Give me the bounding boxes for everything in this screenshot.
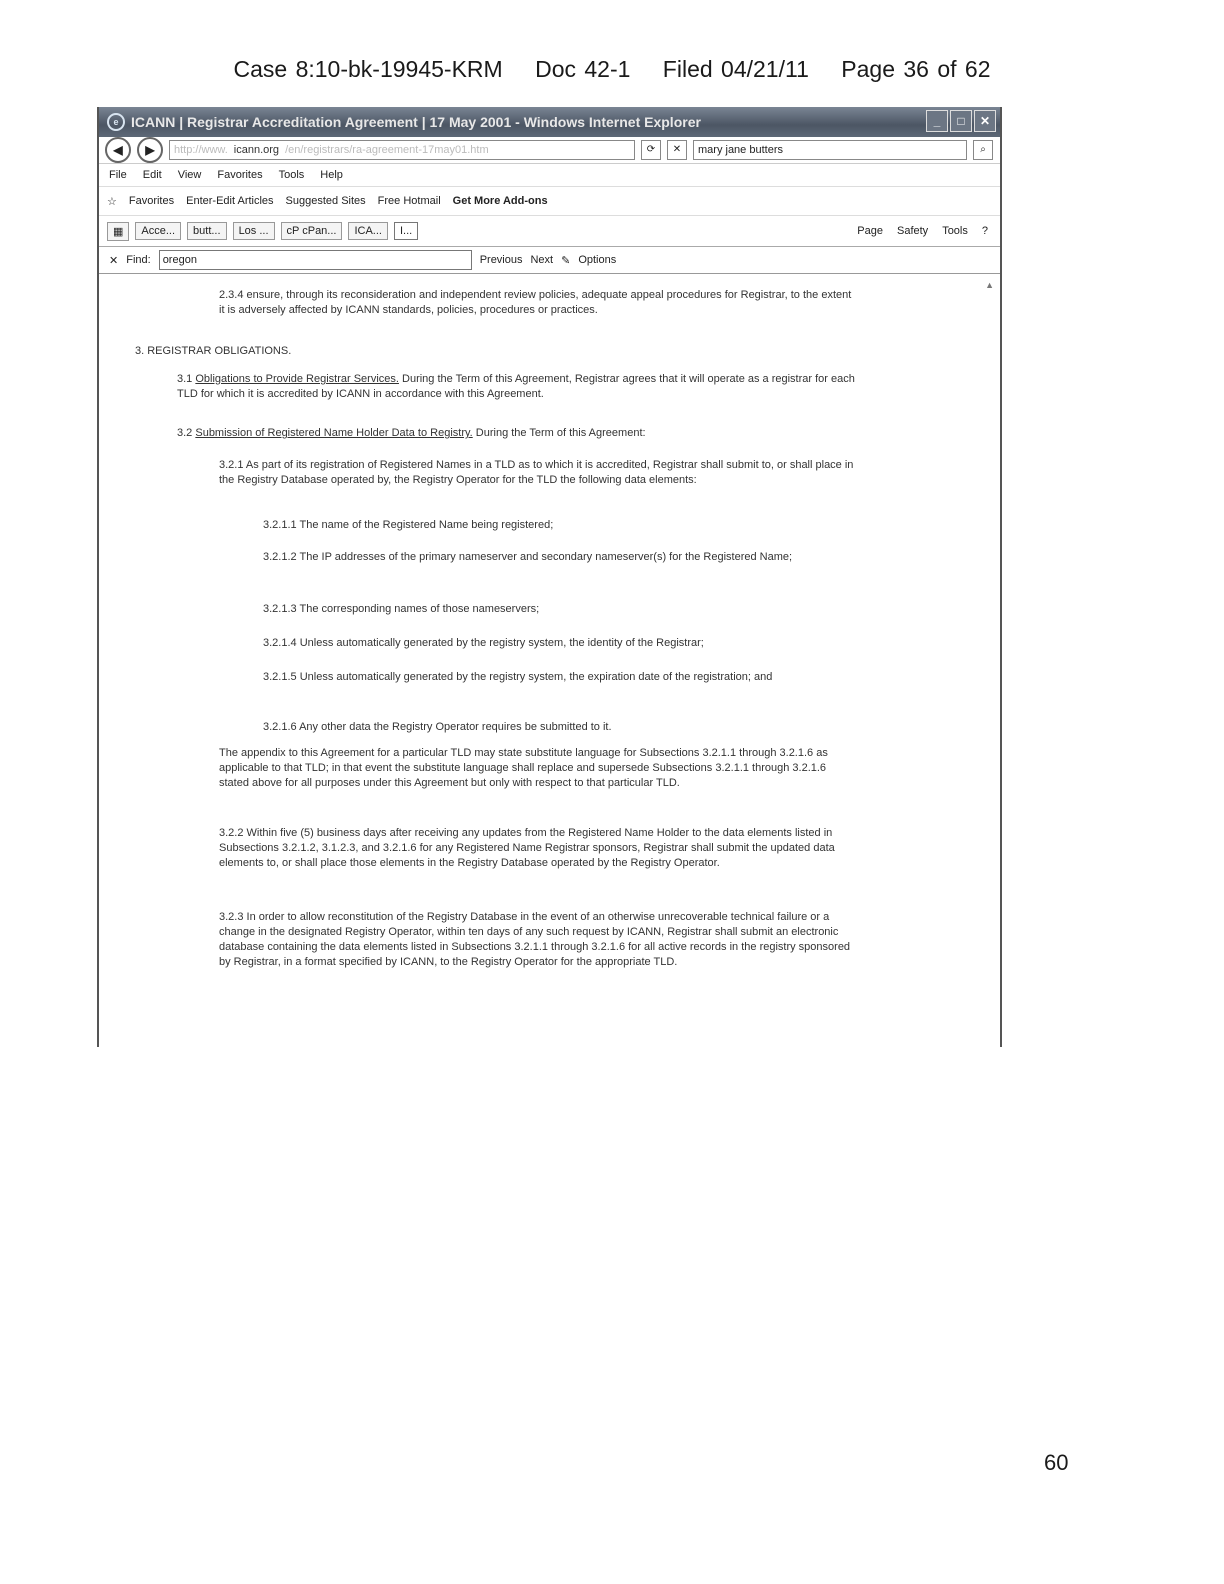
page-number: 60 xyxy=(1044,1450,1069,1475)
page-of: Page 36 of 62 xyxy=(841,56,991,82)
window-title: ICANN | Registrar Accreditation Agreement | 17 May 2001 - Windows Internet Explorer xyxy=(131,114,701,130)
minimize-button[interactable]: _ xyxy=(926,110,948,132)
scroll-up-icon[interactable]: ▲ xyxy=(985,280,994,290)
favorites-star-icon[interactable]: ☆ xyxy=(107,195,117,208)
case-header xyxy=(0,56,1224,83)
tab-active[interactable]: I... xyxy=(394,222,418,240)
para-3-1-num: 3.1 xyxy=(177,373,193,385)
para-3-2-1-6: 3.2.1.6 Any other data the Registry Operator requires be submitted to it. xyxy=(263,721,612,733)
para-3-2-1: 3.2.1 As part of its registration of Registered Names in a TLD as to which it is accredited, Registrar shall submit to, or shall place in the Registry Database operated by, the Registry Operator for the TLD the following data elements: xyxy=(219,459,854,486)
suggested-sites-link[interactable]: Suggested Sites xyxy=(285,195,366,207)
para-3-1 xyxy=(177,372,877,402)
heading-registrar-obligations: 3. REGISTRAR OBLIGATIONS. xyxy=(135,345,292,357)
favorites-button[interactable]: Favorites xyxy=(128,195,175,207)
para-3-2-2: 3.2.2 Within five (5) business days after receiving any updates from the Registered Name Holder to the data elements listed in Subsections 3.2.1.2, 3.1.2.3, and 3.2.1.6 for any Registered Name Registrar sponsors, Registrar shall submit the updated data elements to, or shall place those elements in the Registry Database operated by the Registry Operator. xyxy=(219,827,835,869)
enter-edit-link[interactable]: Enter-Edit Articles xyxy=(186,195,274,207)
addons-link[interactable]: Get More Add-ons xyxy=(452,195,548,207)
close-find-icon[interactable]: ✕ xyxy=(109,254,119,267)
safety-menu[interactable]: Safety xyxy=(897,225,929,237)
find-label: Find: xyxy=(126,254,151,266)
menu-edit[interactable]: Edit xyxy=(142,169,162,181)
menu-view[interactable]: View xyxy=(177,169,202,181)
para-3-2-num: 3.2 xyxy=(177,427,193,439)
stop-icon[interactable]: ✕ xyxy=(667,140,687,160)
tab-5[interactable]: ICA... xyxy=(348,222,388,240)
find-bar xyxy=(99,247,1000,274)
tools-menu[interactable]: Tools xyxy=(942,225,968,237)
menu-bar xyxy=(99,164,1000,187)
case-number: Case 8:10-bk-19945-KRM xyxy=(233,56,503,82)
menu-favorites[interactable]: Favorites xyxy=(217,169,263,181)
back-button[interactable]: ◀ xyxy=(105,137,131,163)
tab-1[interactable]: Acce... xyxy=(135,222,181,240)
highlight-icon[interactable]: ✎ xyxy=(561,254,571,267)
find-input[interactable]: oregon xyxy=(159,250,472,270)
para-3-2 xyxy=(177,426,877,441)
filed-date: Filed 04/21/11 xyxy=(662,56,809,82)
search-input[interactable]: mary jane butters xyxy=(693,140,967,160)
para-3-2-1-1: 3.2.1.1 The name of the Registered Name being registered; xyxy=(263,519,554,531)
para-3-2-text: During the Term of this Agreement: xyxy=(475,427,646,439)
para-appendix: The appendix to this Agreement for a particular TLD may state substitute language for Subsections 3.2.1.1 through 3.2.1.6 as applicable to that TLD; in that event the substitute language shall replace and supersede Subsections 3.2.1.1 through 3.2.1.6 stated above for all purposes under this Agreement but only with respect to that particular TLD. xyxy=(219,747,828,789)
url-text: icann.org xyxy=(233,144,280,156)
tab-3[interactable]: Los ... xyxy=(233,222,275,240)
hotmail-link[interactable]: Free Hotmail xyxy=(377,195,441,207)
page-menu[interactable]: Page xyxy=(857,225,883,237)
doc-number: Doc 42-1 xyxy=(535,56,631,82)
para-3-2-1-2: 3.2.1.2 The IP addresses of the primary nameserver and secondary nameserver(s) for the Registered Name; xyxy=(263,551,793,563)
tab-2[interactable]: butt... xyxy=(187,222,227,240)
tab-4[interactable]: cP cPan... xyxy=(281,222,343,240)
forward-button[interactable]: ▶ xyxy=(137,137,163,163)
quick-tabs-icon[interactable]: ▦ xyxy=(107,222,129,241)
search-icon[interactable]: ⌕ xyxy=(973,140,993,160)
refresh-icon[interactable]: ⟳ xyxy=(641,140,661,160)
url-input[interactable]: http://www. icann.org /en/registrars/ra-agreement-17may01.htm xyxy=(169,140,635,160)
find-next-button[interactable]: Next xyxy=(530,254,554,266)
maximize-button[interactable]: □ xyxy=(950,110,972,132)
link-submission[interactable]: Submission of Registered Name Holder Data to Registry. xyxy=(195,427,473,439)
menu-tools[interactable]: Tools xyxy=(278,169,305,181)
find-previous-button[interactable]: Previous xyxy=(479,254,523,266)
find-options-button[interactable]: Options xyxy=(578,254,617,266)
para-2-3-4: 2.3.4 ensure, through its reconsideration and independent review policies, adequate appeal procedures for Registrar, to the extent it is adversely affected by ICANN standards, policies, procedures or practices. xyxy=(219,289,852,316)
menu-file[interactable]: File xyxy=(109,169,127,181)
title-bar xyxy=(99,107,1000,137)
close-button[interactable]: ✕ xyxy=(974,110,996,132)
address-bar xyxy=(99,137,1000,164)
para-3-2-1-3: 3.2.1.3 The corresponding names of those nameservers; xyxy=(263,603,540,615)
para-3-2-3: 3.2.3 In order to allow reconstitution of the Registry Database in the event of an otherwise unrecoverable technical failure or a change in the designated Registry Operator, within ten days of any such request by ICANN, Registrar shall submit an electronic database containing the data elements listed in Subsections 3.2.1.1 through 3.2.1.6 for all active records in the registry sponsored by Registrar, in a format specified by ICANN, to the Registry Operator for the appropriate TLD. xyxy=(219,911,851,968)
tab-bar xyxy=(99,216,1000,247)
document-content xyxy=(99,274,1000,1014)
para-3-2-1-4: 3.2.1.4 Unless automatically generated by the registry system, the identity of the Registrar; xyxy=(263,637,704,649)
link-obligations[interactable]: Obligations to Provide Registrar Services. xyxy=(195,373,399,385)
ie-icon: e xyxy=(107,113,125,131)
favorites-bar xyxy=(99,187,1000,216)
browser-window xyxy=(97,107,1002,1047)
para-3-2-1-5: 3.2.1.5 Unless automatically generated by the registry system, the expiration date of the registration; and xyxy=(263,671,773,683)
para-3-1-text: During the Term of this Agreement, Registrar agrees that it will operate as a registrar for each TLD for which it is accredited by ICANN in accordance with this Agreement. xyxy=(177,373,855,400)
help-icon[interactable]: ? xyxy=(981,225,988,237)
menu-help[interactable]: Help xyxy=(320,169,343,181)
